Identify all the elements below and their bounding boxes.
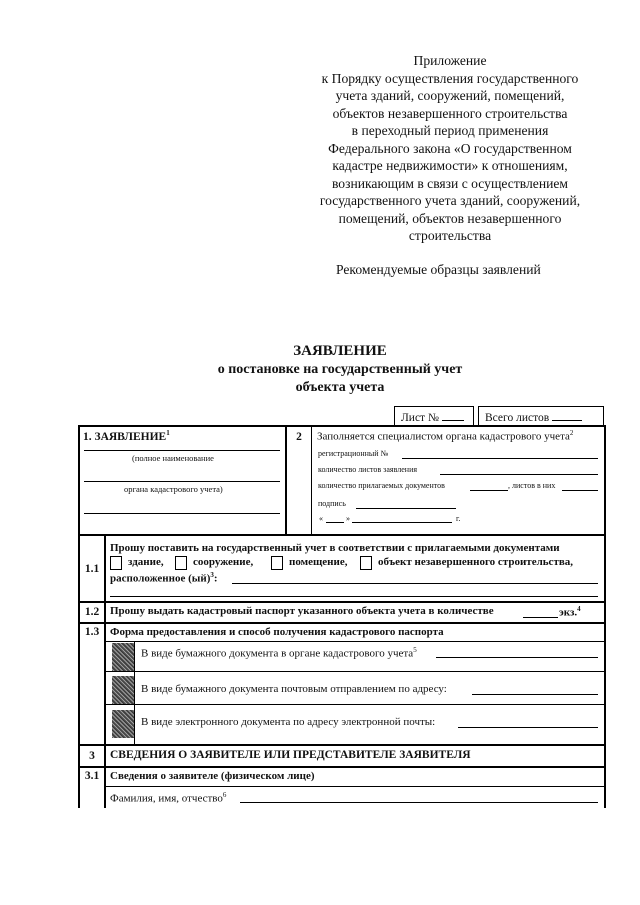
checkbox-premises[interactable] [271,556,283,570]
copies-suffix: экз.$^4$ [559,605,581,619]
signature-field[interactable] [356,508,456,509]
delivery-option-3: В виде электронного документа по адресу электронной почты: [141,716,436,728]
sheet-number-field[interactable] [442,407,464,421]
sheets-count-label: количество листов заявления [318,465,418,474]
reg-number-label: регистрационный № [318,449,389,458]
date-open-quote: « [319,514,323,523]
sheet-number-label: Лист № [401,412,439,424]
docs-count-field[interactable] [470,490,508,491]
row-1-2-number: 1.2 [84,606,100,618]
date-year-suffix: г. [456,514,461,523]
sheets-in-docs-label: , листов в них [508,481,556,490]
option-building-label: здание, [128,556,164,568]
appendix-line: в переходный период применения [351,123,549,138]
section2-number: 2 [296,431,302,443]
mail-address-field[interactable] [472,694,598,695]
applicant-section-heading: СВЕДЕНИЯ О ЗАЯВИТЕЛЕ ИЛИ ПРЕДСТАВИТЕЛЕ ЗАЯВИТЕЛЯ [110,749,471,761]
option-selector-electronic[interactable] [112,710,134,738]
sheet-number-box [394,406,474,426]
appendix-block [298,52,602,245]
email-address-field[interactable] [458,727,598,728]
appendix-line: объектов незавершенного строительства [332,105,568,121]
appendix-line: помещений, объектов незавершенного [338,210,562,226]
located-label: расположенное (ый)$^3$: [110,571,218,585]
delivery-option-2: В виде бумажного документа почтовым отправлением по адресу: [141,683,447,695]
sheets-count-field[interactable] [440,474,598,475]
row-3-1-number: 3.1 [84,770,100,782]
agency-caption-2: органа кадастрового учета) [124,484,223,494]
row-3-number: 3 [89,750,95,762]
option-structure-label: сооружение, [193,556,254,568]
signature-label: подпись [318,499,346,508]
option-premises-label: помещение, [289,556,348,568]
reg-number-field[interactable] [402,458,598,459]
location-field-1[interactable] [232,583,598,584]
appendix-line: строительства [408,228,492,243]
date-close-quote: » [346,514,350,523]
section2-heading: Заполняется специалистом органа кадастрового учета$^2$ [317,429,574,443]
checkbox-building[interactable] [110,556,122,570]
agency-name-line-1[interactable] [84,450,280,451]
doc-subtitle: о постановке на государственный учет [217,362,463,377]
full-name-field[interactable] [240,802,598,803]
recommended-samples: Рекомендуемые образцы заявлений [336,262,541,277]
doc-subtitle-2: объекта учета [295,380,385,395]
appendix-line: учета зданий, сооружений, помещений, [335,88,565,103]
sheet-total-field[interactable] [552,407,582,421]
applicant-individual-heading: Сведения о заявителе (физическом лице) [110,770,315,782]
row-1-1-number: 1.1 [84,563,100,575]
option-unfinished-label: объект незавершенного строительства, [378,556,574,568]
appendix-line: к Порядку осуществления государственного [321,70,579,86]
checkbox-structure[interactable] [175,556,187,570]
delivery-option-1: В виде бумажного документа в органе кадастрового учета$^5$ [141,646,417,660]
agency-name-line-3[interactable] [84,513,280,514]
sheets-in-docs-field[interactable] [562,490,598,491]
appendix-line: кадастре недвижимости» к отношениям, [332,158,568,173]
row-1-3-text: Форма предоставления и способ получения кадастрового паспорта [110,626,444,638]
agency-name-line-2[interactable] [84,481,280,482]
section1-heading: 1. ЗАЯВЛЕНИЕ$^1$ [83,429,170,443]
agency-caption-1: (полное наименование [132,453,214,463]
row-1-2-text: Прошу выдать кадастровый паспорт указанного объекта учета в количестве [110,605,494,617]
option-selector-paper-mail[interactable] [112,676,134,704]
appendix-line: Федерального закона «О государственном [328,140,572,156]
full-name-label: Фамилия, имя, отчество$^6$ [110,791,227,805]
date-day-field[interactable] [326,522,344,523]
date-month-field[interactable] [352,522,452,523]
location-field-2[interactable] [110,596,598,597]
docs-count-label: количество прилагаемых документов [318,481,445,490]
sheet-total-box [478,406,604,426]
checkbox-unfinished[interactable] [360,556,372,570]
sheet-total-label: Всего листов [485,412,550,424]
option-selector-paper-office[interactable] [112,643,134,671]
appendix-line: Приложение [413,53,487,68]
row-1-1-line1: Прошу поставить на государственный учет в соответствии с прилагаемыми документами [110,542,560,554]
appendix-line: государственного учета зданий, сооружений, [319,193,581,208]
row-1-3-number: 1.3 [84,626,100,638]
appendix-line: возникающим в связи с осуществлением [331,175,569,191]
doc-title: ЗАЯВЛЕНИЕ [293,343,387,359]
copies-count-field[interactable] [523,617,558,618]
delivery-option-1-field[interactable] [436,657,598,658]
